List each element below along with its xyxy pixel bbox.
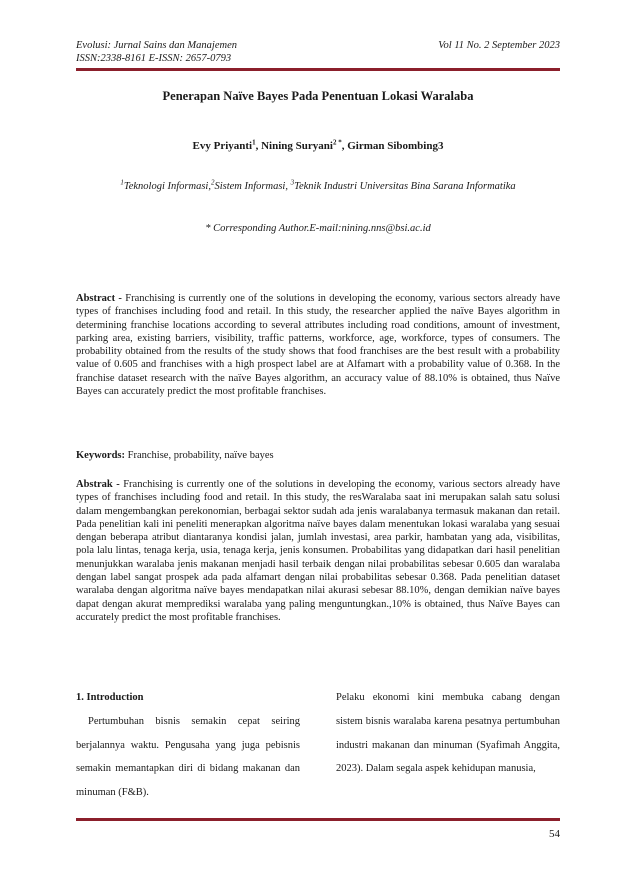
abstract-english	[76, 292, 560, 398]
abstract-label: Abstract -	[76, 293, 126, 304]
author-1: Evy Priyanti	[192, 140, 253, 152]
affiliation-line	[76, 178, 560, 192]
abstract-indonesian	[76, 478, 560, 624]
footer-rule	[76, 818, 560, 821]
intro-column-right	[336, 686, 560, 781]
abstract-text: Franchising is currently one of the solutions in developing the economy, various sectors already have types of franchises including food and retail. In this study, the researcher applied the naïve Bayes algorithm in determining franchise locations according to several attributes including road conditions, amount of investment, parking area, existing barriers, visibility, traffic patterns, workforce, age, workforce, types of consumers. The probability obtained from the results of the study shows that food franchises are the best result with a probability value of 0.605 and franchises with a high prospect label are at Alfamart with a probability value of 0.368. In the franchise dataset research with the naïve Bayes algorithm, an accuracy value of 88.10% is obtained, thus Naïve Bayes can accurately predict the most profitable franchises.	[76, 293, 560, 398]
affil-1-sup: 1	[120, 178, 124, 187]
affil-2-sup: 2	[210, 178, 215, 187]
volume-info: Vol 11 No. 2 September 2023	[438, 40, 560, 51]
author-3: , Girman Sibombing3	[341, 140, 444, 152]
author-2-sup: 2 *	[332, 138, 342, 147]
section-heading: 1. Introduction	[76, 692, 144, 703]
keywords-label: Keywords:	[76, 450, 128, 461]
author-line	[76, 140, 560, 152]
keywords	[76, 449, 560, 462]
paper-title: Penerapan Naïve Bayes Pada Penentuan Lokasi Waralaba	[162, 89, 474, 103]
affil-2: Sistem Informasi,	[214, 181, 291, 192]
abstrak-label: Abstrak -	[76, 479, 124, 490]
abstrak-text: Franchising is currently one of the solutions in developing the economy, various sectors already have types of franchises including food and retail. In this study, the resWaralaba saat ini merupakan salah satu solusi dalam mengembangkan perekonomian, berbagai sektor sudah ada jenis waralabanya termasuk makanan dan retail. Pada penelitian kali ini peneliti menerapkan algoritma naïve bayes dalam menentukan lokasi waralaba yang sesuai dengan beberapa atribut diantaranya kondisi jalan, jumlah investasi, area parkir, hambatan yang ada, visibilitas, pola lalu lintas, tenaga kerja, usia, tenaga kerja, jenis konsumen. Probabilitas yang didapatkan dari hasil penelitian menunjukkan waralaba jenis makanan menjadi hasil terbaik dengan nilai probabilitas sebesar 0.605 dan waralaba dengan label sangat prospek ada pada alfamart dengan nilai probabilitas sebesar 0.368. Pada penelitian dataset waralaba dengan algoritma naïve bayes mendapatkan nilai akurasi sebesar 88.10%, dengan demikian naïve bayes dapat dengan akurat memprediksi waralaba yang paling menguntungkan.,10% is obtained, thus Naïve Bayes can accurately predict the most profitable franchises.	[76, 479, 560, 623]
affil-3-sup: 3	[290, 178, 295, 187]
intro-right-text: Pelaku ekonomi kini membuka cabang dengan sistem bisnis waralaba karena pesatnya pertumbuhan industri makanan dan minuman (Syafimah Anggita, 2023). Dalam segala aspek kehidupan manusia,	[336, 692, 560, 775]
intro-column-left	[76, 686, 300, 805]
keywords-text: Franchise, probability, naïve bayes	[127, 450, 274, 461]
corresponding-author: * Corresponding Author.E-mail:nining.nns@bsi.ac.id	[205, 223, 431, 234]
journal-name: Evolusi: Jurnal Sains dan Manajemen	[76, 40, 237, 51]
intro-paragraph-left	[76, 710, 300, 805]
header-rule	[76, 68, 560, 71]
issn-info: ISSN:2338-8161 E-ISSN: 2657-0793	[76, 53, 232, 64]
intro-left-text: Pertumbuhan bisnis semakin cepat seiring berjalannya waktu. Pengusaha yang juga pebisnis semakin memantapkan diri di bidang makanan dan minuman (F&B).	[76, 715, 300, 799]
affil-1: Teknologi Informasi,	[123, 181, 211, 192]
author-1-sup: 1	[252, 138, 256, 147]
author-2: , Nining Suryani	[255, 140, 333, 152]
affil-3: Teknik Industri Universitas Bina Sarana Informatika	[294, 181, 516, 192]
page-number: 54	[549, 828, 560, 840]
